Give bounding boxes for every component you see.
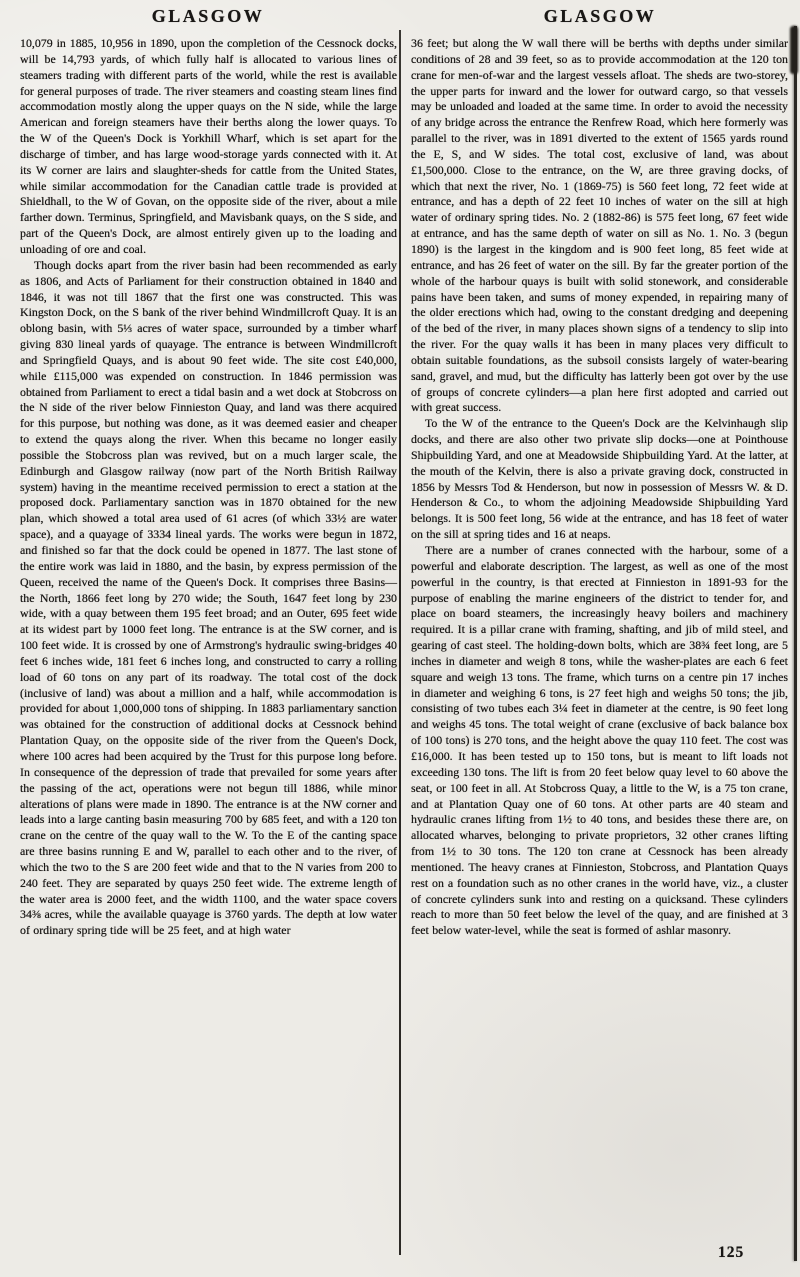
column-divider-rule	[399, 30, 401, 1255]
running-head-right: GLASGOW	[543, 6, 657, 26]
left-column	[20, 36, 397, 939]
paragraph-left-continuation: 10,079 in 1885, 10,956 in 1890, upon the completion of the Cessnock docks, will be 14,793 yards, of which fully half is allocated to various lines of steamers trading with different parts of the world, while the rest is available for general purposes of trade. The river steamers and coasting steam lines find accommodation mostly along the upper quays on the N side, while the large American and foreign steamers have their berths along the lower quays. To the W of the Queen's Dock is Yorkhill Wharf, which is set apart for the discharge of timber, and has large wood-storage yards connected with it. At its W corner are lairs and slaughter-sheds for cattle from the United States, while similar accommodation for the Canadian cattle trade is provided at Shieldhall, to the W of Govan, on the opposite side of the river, about a mile farther down. Terminus, Springfield, and Mavisbank quays, on the S side, and part of the Queen's Dock, are almost entirely given up to the loading and unloading of ore and coal.	[20, 36, 397, 256]
scan-edge-artifact	[794, 26, 797, 1261]
paragraph-right-slip-docks: To the W of the entrance to the Queen's Dock are the Kelvinhaugh slip docks, and there are also other two private slip docks—one at Pointhouse Shipbuilding Yard, and one at Meadowside Shipbuilding Yard. At the latter, at the mouth of the Kelvin, there is also a private graving dock, constructed in 1856 by Messrs Tod & Henderson, but now in possession of Messrs W. & D. Henderson & Co., to whom the adjoining Meadowside Shipbuilding Yard belongs. It is 500 feet long, 56 wide at the entrance, and has 18 feet of water on the sill at spring tides and 16 at neaps.	[411, 416, 788, 542]
paragraph-left-docks-history: Though docks apart from the river basin had been recommended as early as 1806, and Acts of Parliament for their construction obtained in 1840 and 1846, it was not till 1867 that the first one was constructed. This was Kingston Dock, on the S bank of the river behind Windmillcroft Quay. It is an oblong basin, with 5⅓ acres of water space, surrounded by a timber wharf giving 830 lineal yards of quayage. The entrance is between Windmillcroft and Springfield Quays, and is about 90 feet wide. The site cost £40,000, while £115,000 was expended on construction. In 1846 permission was obtained from Parliament to erect a tidal basin and a wet dock at Stobcross on the N side of the river below Finnieston Quay, and land was there acquired for this purpose, but nothing was done, as it was deemed easier and cheaper to extend the quays along the river. When this became no longer easily possible the Stobcross plan was revived, but on a much larger scale, the Edinburgh and Glasgow railway (now part of the North British Railway system) having in the meantime received permission to erect a station at the proposed dock. Parliamentary sanction was in 1870 obtained for the new plan, which showed a total area used of 61 acres (of which 33½ are water space), and a quayage of 3334 lineal yards. The works were begun in 1872, and finished so far that the dock could be opened in 1877. The last stone of the entire work was laid in 1880, and the basin, by express permission of the Queen, received the name of the Queen's Dock. It comprises three Basins—the North, 1866 feet long by 270 wide; the South, 1647 feet long by 230 wide, with a quay between them 195 feet broad; and an Outer, 695 feet wide at its widest part by 1000 feet long. The entrance is at the SW corner, and is 100 feet wide. It is crossed by one of Armstrong's hydraulic swing-bridges 40 feet 6 inches wide, 181 feet 6 inches long, and constructed to carry a rolling load of 60 tons on any part of its roadway. The total cost of the dock (inclusive of land) was about a million and a half, while accommodation is provided for about 1,000,000 tons of shipping. In 1883 parliamentary sanction was obtained for the construction of additional docks at Cessnock behind Plantation Quay, on the opposite side of the river from the Queen's Dock, where 100 acres had been acquired by the Trust for this purpose long before. In consequence of the depression of trade that prevailed for some years after the passing of the act, operations were not begun till 1886, while minor alterations of plans were made in 1890. The entrance is at the NW corner and leads into a large canting basin measuring 700 by 685 feet, and with a 120 ton crane on the centre of the quay wall to the W. To the E of the canting space are three basins running E and W, parallel to each other and to the river, of which the two to the S are 200 feet wide and that to the N varies from 200 to 240 feet. They are separated by quays 250 feet wide. The extreme length of the water area is 2000 feet, and the width 1100, and the water space covers 34⅜ acres, while the available quayage is 3760 yards. The depth at low water of ordinary spring tide will be 25 feet, and at high water	[20, 257, 397, 938]
scan-smudge-artifact	[790, 26, 798, 74]
paragraph-right-continuation: 36 feet; but along the W wall there will be berths with depths under similar conditions of 28 and 39 feet, so as to provide accommodation at the 120 ton crane for men-of-war and the largest vessels afloat. The sheds are two-storey, the upper parts for inward and the lower for outward cargo, so that vessels may be unloaded and loaded at the same time. In order to avoid the necessity of any bridge across the entrance the Renfrew Road, which here formerly was parallel to the river, was in 1891 diverted to the extent of 1565 yards round the E, S, and W sides. The total cost, exclusive of land, was about £1,500,000. Close to the entrance, on the W, are three graving docks, of which that next the river, No. 1 (1869-75) is 560 feet long, 72 feet wide at entrance, and has a depth of 22 feet 10 inches of water on the sill at high water of ordinary spring tides. No. 2 (1882-86) is 575 feet long, 67 feet wide at entrance, and has the same depth of water on sill as No. 1. No. 3 (begun 1890) is the largest in the kingdom and is 900 feet long, 85 feet wide at entrance, and has 26 feet of water on the sill. By far the greater portion of the whole of the harbour quays is built with solid stonework, and considerable pains have been taken, and sums of money expended, in repairing many of the older erections which had, owing to the constant dredging and deepening of the bed of the river, in many places shown signs of a tendency to slip into the river. For the quay walls it has been in many places very difficult to obtain suitable foundations, as the subsoil consists largely of water-bearing sand, gravel, and mud, but the difficulty has latterly been got over by the use of groups of concrete cylinders—a plan here first adopted and carried out with great success.	[411, 36, 788, 415]
paragraph-right-cranes: There are a number of cranes connected with the harbour, some of a powerful and elaborate description. The largest, as well as one of the most powerful in the country, is that erected at Finnieston in 1891-93 for the purpose of enabling the marine engineers of the district to tender for, and place on board steamers, the increasingly heavy boilers and machinery required. It is a pillar crane with framing, shafting, and jib of mild steel, and gearing of cast steel. The holding-down bolts, which are 38¾ feet long, are 5 inches in diameter and weigh 8 tons, while the washer-plates are each 6 feet square and weigh 13 tons. The frame, which turns on a centre pin 17 inches in diameter and weighing 6 tons, is 27 feet high and weighs 50 tons; the jib, consisting of two tubes each 3¼ feet in diameter at the centre, is 90 feet long and weighs 45 tons. The total weight of crane (exclusive of back balance box of 100 tons) is 270 tons, and the height above the quay 110 feet. The cost was £16,000. It has been tested up to 150 tons, but is meant to lift loads not exceeding 130 tons. The lift is from 20 feet below quay level to 60 above the seat, or 100 feet in all. At Stobcross Quay, a little to the W, is a 75 ton crane, and at Plantation Quay one of 60 tons. At other parts are 40 steam and hydraulic cranes lifting from 1½ to 40 tons, and besides these there are, on allocated wharves, belonging to private proprietors, 32 other cranes lifting from 1½ to 30 tons. The 120 ton crane at Cessnock has been already mentioned. The heavy cranes at Finnieston, Stobcross, and Plantation Quays rest on a foundation such as no other cranes in the world have, viz., a cluster of concrete cylinders sunk into and resting on a quicksand. These cylinders reach to more than 50 feet below the level of the quay, and are finished at 3 feet below water-level, while the seat is formed of ashlar masonry.	[411, 543, 788, 938]
running-head-left: GLASGOW	[151, 6, 265, 26]
right-column	[411, 36, 788, 939]
page-number: 125	[718, 1244, 745, 1261]
